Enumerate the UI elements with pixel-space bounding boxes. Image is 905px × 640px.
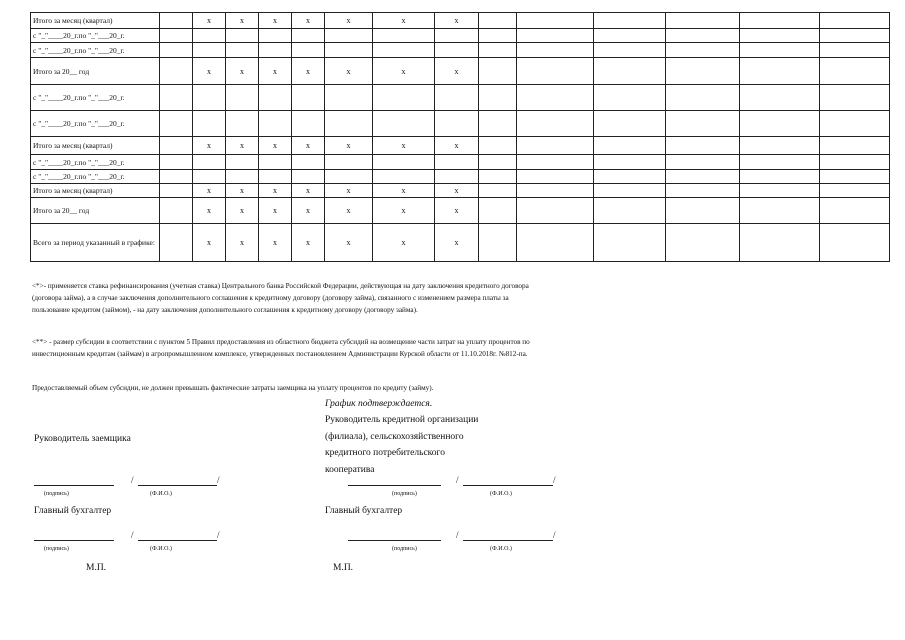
table-cell [740,198,820,224]
table-cell [325,29,373,43]
borrower-accountant-slash-end: / [217,530,220,540]
table-cell [226,111,259,137]
bank-head-line-3: кредитного потребительского [325,448,445,458]
borrower-stamp-place: М.П. [86,563,107,573]
row-label: с "_"____20_г.по "_"___20_г. [31,85,160,111]
x-mark-cell: x [325,224,373,262]
subsidy-schedule-table [30,12,890,262]
x-mark-cell: x [259,137,292,155]
table-cell [160,170,193,184]
table-cell [666,111,740,137]
x-mark-cell: x [435,198,479,224]
x-mark-cell: x [435,58,479,85]
table-cell [517,43,594,58]
table-cell [160,58,193,85]
table-cell [820,170,890,184]
table-cell [666,170,740,184]
table-cell [594,170,666,184]
table-cell [479,29,517,43]
row-label: Итого за месяц (квартал) [31,137,160,155]
table-cell [517,184,594,198]
schedule-confirmed-label: График подтверждается. [325,399,433,409]
x-mark-cell: x [226,184,259,198]
table-cell [193,170,226,184]
table-cell [666,137,740,155]
table-cell [517,198,594,224]
x-mark-cell: x [325,137,373,155]
table-row [31,29,890,43]
borrower-accountant-name-line [138,540,217,541]
x-mark-cell: x [325,58,373,85]
row-label: Всего за период указанный в графике: [31,224,160,262]
table-cell [740,58,820,85]
table-cell [160,137,193,155]
x-mark-cell: x [226,137,259,155]
row-label: с "_"____20_г.по "_"___20_г. [31,43,160,58]
bank-head-line-2: (филиала), сельскохозяйственного [325,431,464,442]
x-mark-cell: x [259,224,292,262]
table-cell [479,170,517,184]
table-cell [517,224,594,262]
bank-accountant-slash-end: / [553,530,556,540]
table-cell [594,224,666,262]
table-cell [517,29,594,43]
table-cell [226,29,259,43]
x-mark-cell: x [435,13,479,29]
table-cell [517,111,594,137]
table-cell [594,155,666,170]
table-cell [666,29,740,43]
borrower-head-signature-caption: (подпись) [44,491,69,497]
table-cell [325,170,373,184]
table-cell [193,85,226,111]
subsidy-limit-note: Предоставляемый объем субсидии, не должен превышать фактические затраты заемщика на уплату процентов по кредиту (займу). [32,384,434,392]
table-cell [259,111,292,137]
table-cell [666,58,740,85]
table-cell [226,85,259,111]
table-cell [226,43,259,58]
x-mark-cell: x [193,58,226,85]
table-row [31,170,890,184]
table-cell [435,111,479,137]
table-cell [160,29,193,43]
table-cell [160,224,193,262]
table-cell [479,224,517,262]
table-cell [435,29,479,43]
x-mark-cell: x [373,13,435,29]
table-cell [292,170,325,184]
row-label: Итого за 20__ год [31,58,160,85]
table-cell [594,58,666,85]
table-cell [373,29,435,43]
table-cell [259,155,292,170]
table-cell [479,184,517,198]
table-cell [226,170,259,184]
footnote-2-line-2: инвестиционным кредитам (займам) в агропромышленном комплексе, утвержденных постановлением Администрации Курской области от 11.10.2018г. №812-па. [32,350,528,358]
table-row [31,111,890,137]
bank-stamp-place: М.П. [333,563,354,573]
footnote-1-line-1: <*>- применяется ставка рефинансирования (учетная ставка) Центрального банка Российской Федерации, действующая на дату заключения кредитного договора [32,282,529,290]
x-mark-cell: x [226,198,259,224]
table-cell [740,13,820,29]
x-mark-cell: x [292,198,325,224]
table-cell [325,111,373,137]
table-cell [517,137,594,155]
table-cell [292,43,325,58]
table-cell [479,198,517,224]
table-cell [594,137,666,155]
x-mark-cell: x [292,184,325,198]
table-cell [517,13,594,29]
table-row [31,155,890,170]
table-row [31,137,890,155]
borrower-accountant-signature-caption: (подпись) [44,546,69,552]
table-cell [820,224,890,262]
x-mark-cell: x [292,224,325,262]
bank-head-name-line [463,485,553,486]
x-mark-cell: x [325,184,373,198]
table-cell [666,224,740,262]
table-cell [666,184,740,198]
table-cell [666,43,740,58]
table-cell [325,155,373,170]
table-cell [820,58,890,85]
table-cell [517,155,594,170]
table-cell [435,85,479,111]
table-cell [160,43,193,58]
table-cell [259,85,292,111]
table-cell [226,155,259,170]
borrower-head-name-line [138,485,217,486]
table-cell [435,170,479,184]
x-mark-cell: x [226,58,259,85]
x-mark-cell: x [373,224,435,262]
row-label: с "_"____20_г.по "_"___20_г. [31,111,160,137]
bank-head-signature-line [348,485,441,486]
bank-head-line-1: Руководитель кредитной организации [325,415,479,425]
x-mark-cell: x [435,224,479,262]
table-cell [292,111,325,137]
row-label: Итого за месяц (квартал) [31,13,160,29]
bank-head-slash-end: / [553,475,556,485]
table-cell [594,43,666,58]
table-cell [740,155,820,170]
bank-accountant-slash: / [456,530,459,540]
table-cell [373,155,435,170]
table-cell [435,43,479,58]
table-cell [479,155,517,170]
table-cell [517,58,594,85]
table-cell [160,155,193,170]
table-cell [820,155,890,170]
table-cell [740,85,820,111]
table-cell [193,111,226,137]
table-cell [740,184,820,198]
x-mark-cell: x [259,184,292,198]
bank-accountant-name-caption: (Ф.И.О.) [490,546,512,552]
table-cell [740,170,820,184]
table-cell [594,29,666,43]
table-cell [292,29,325,43]
borrower-accountant-name-caption: (Ф.И.О.) [150,546,172,552]
footnote-1-line-3: пользование кредитом (займом), - на дату заключения дополнительного соглашения к кредитному договору (договору займа). [32,306,418,314]
table-cell [373,170,435,184]
table-cell [820,29,890,43]
table-cell [160,85,193,111]
table-cell [259,170,292,184]
table-cell [479,43,517,58]
footnote-2-line-1: <**> - размер субсидии в соответствии с пунктом 5 Правил предоставления из областного бюджета субсидий на возмещение части затрат на уплату процентов по [32,338,530,346]
table-cell [479,137,517,155]
x-mark-cell: x [259,198,292,224]
bank-accountant-label: Главный бухгалтер [325,506,403,516]
table-cell [820,85,890,111]
bank-head-name-caption: (Ф.И.О.) [490,491,512,497]
bank-head-slash: / [456,475,459,485]
table-cell [160,198,193,224]
footnote-1-line-2: (договора займа), а в случае заключения дополнительного соглашения к кредитному договору (договору займа), связанного с изменением размера платы за [32,294,509,302]
table-cell [479,85,517,111]
table-cell [820,111,890,137]
x-mark-cell: x [226,224,259,262]
row-label: с "_"____20_г.по "_"___20_г. [31,170,160,184]
table-cell [193,43,226,58]
x-mark-cell: x [193,184,226,198]
x-mark-cell: x [435,137,479,155]
borrower-head-name-caption: (Ф.И.О.) [150,491,172,497]
x-mark-cell: x [373,137,435,155]
table-cell [594,198,666,224]
table-cell [479,111,517,137]
x-mark-cell: x [259,58,292,85]
table-cell [820,198,890,224]
table-cell [193,155,226,170]
borrower-accountant-slash: / [131,530,134,540]
bank-accountant-signature-caption: (подпись) [392,546,417,552]
table-cell [479,13,517,29]
table-cell [259,29,292,43]
table-row [31,224,890,262]
table-cell [820,184,890,198]
table-cell [292,85,325,111]
x-mark-cell: x [292,137,325,155]
row-label: с "_"____20_г.по "_"___20_г. [31,155,160,170]
borrower-accountant-label: Главный бухгалтер [34,506,112,516]
table-row [31,13,890,29]
table-cell [517,170,594,184]
table-cell [594,13,666,29]
table-cell [292,155,325,170]
table-cell [820,137,890,155]
table-cell [740,224,820,262]
table-cell [820,13,890,29]
borrower-head-slash: / [131,475,134,485]
x-mark-cell: x [325,198,373,224]
x-mark-cell: x [259,13,292,29]
table-row [31,58,890,85]
x-mark-cell: x [373,58,435,85]
table-cell [666,198,740,224]
table-row [31,85,890,111]
table-cell [517,85,594,111]
x-mark-cell: x [193,224,226,262]
x-mark-cell: x [226,13,259,29]
table-cell [160,184,193,198]
table-cell [160,13,193,29]
x-mark-cell: x [325,13,373,29]
table-cell [666,155,740,170]
x-mark-cell: x [373,184,435,198]
borrower-head-slash-end: / [217,475,220,485]
table-row [31,198,890,224]
table-cell [740,111,820,137]
row-label: Итого за 20__ год [31,198,160,224]
x-mark-cell: x [193,198,226,224]
table-cell [594,184,666,198]
table-row [31,43,890,58]
borrower-head-signature-line [34,485,114,486]
table-cell [666,85,740,111]
table-cell [325,85,373,111]
x-mark-cell: x [373,198,435,224]
table-cell [160,111,193,137]
table-cell [666,13,740,29]
row-label: с "_"____20_г.по "_"___20_г. [31,29,160,43]
borrower-accountant-signature-line [34,540,114,541]
row-label: Итого за месяц (квартал) [31,184,160,198]
table-cell [325,43,373,58]
bank-accountant-name-line [463,540,553,541]
x-mark-cell: x [193,137,226,155]
table-cell [740,137,820,155]
x-mark-cell: x [435,184,479,198]
table-cell [435,155,479,170]
table-cell [259,43,292,58]
x-mark-cell: x [292,58,325,85]
table-cell [479,58,517,85]
x-mark-cell: x [292,13,325,29]
table-cell [740,43,820,58]
table-cell [820,43,890,58]
table-cell [373,85,435,111]
bank-accountant-signature-line [348,540,441,541]
bank-head-title [325,412,478,478]
table-cell [193,29,226,43]
borrower-head-label: Руководитель заемщика [34,434,131,444]
table-cell [740,29,820,43]
table-cell [373,111,435,137]
table-cell [373,43,435,58]
x-mark-cell: x [193,13,226,29]
table-cell [594,85,666,111]
table-row [31,184,890,198]
bank-head-signature-caption: (подпись) [392,491,417,497]
table-cell [594,111,666,137]
bank-head-line-4: кооператива [325,464,375,475]
